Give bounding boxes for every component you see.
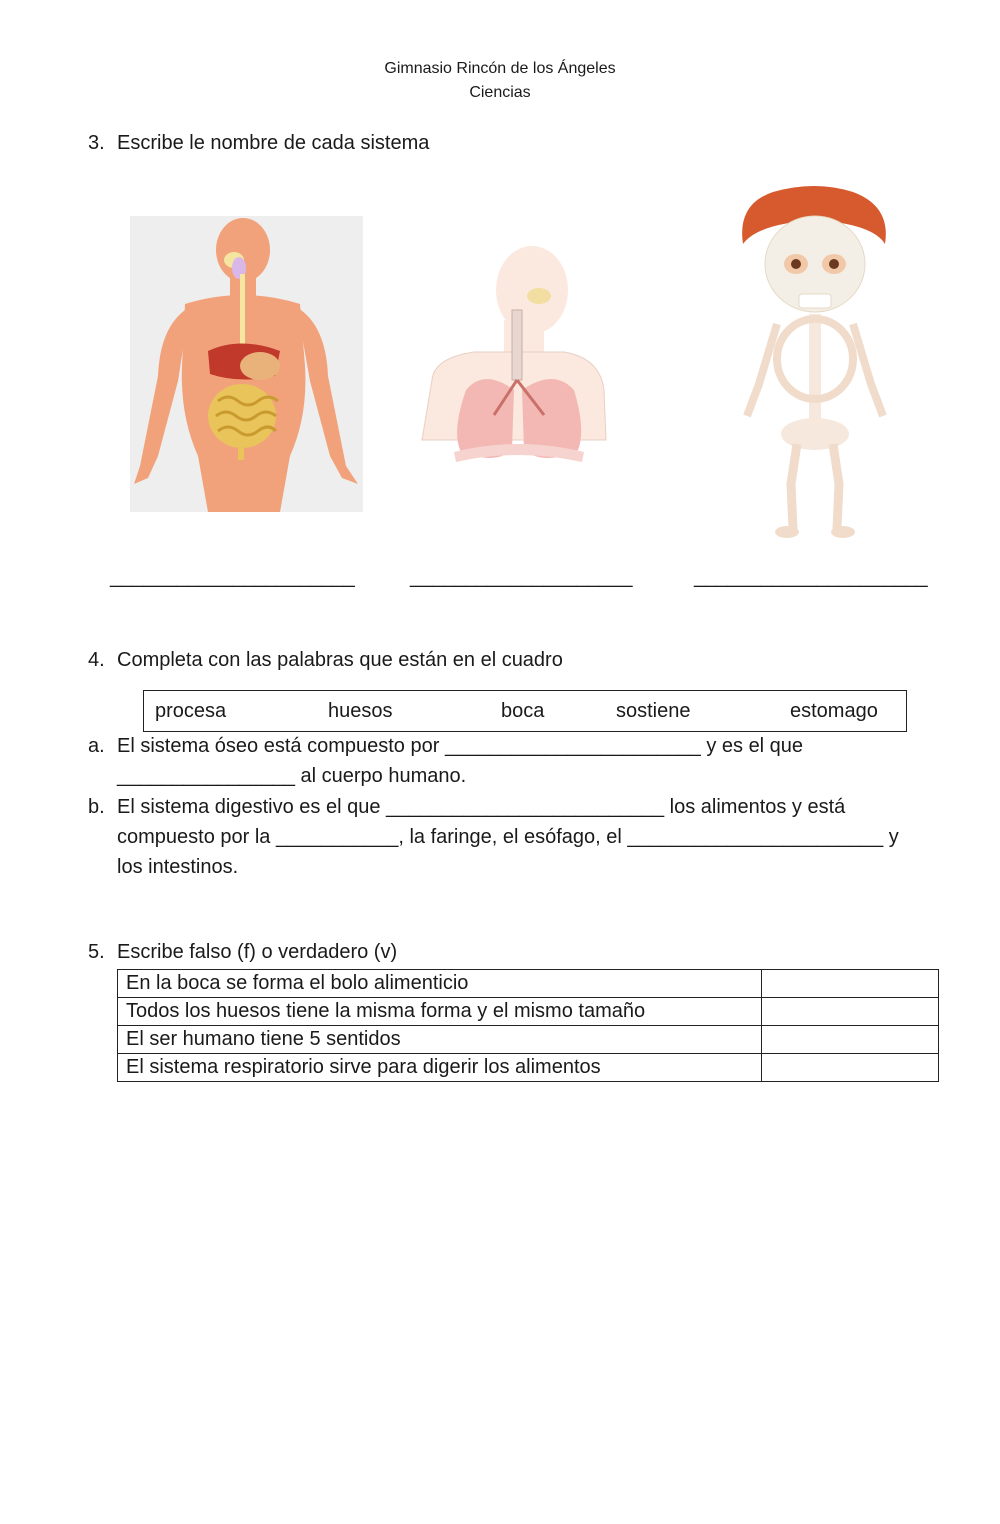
statement-cell: En la boca se forma el bolo alimenticio (118, 970, 762, 998)
answer-blank-3[interactable]: _____________________ (694, 566, 928, 588)
question-4-number: 4. (88, 649, 105, 671)
respiratory-system-icon (414, 240, 610, 498)
word-bank-item: estomago (790, 700, 878, 722)
table-row (118, 970, 939, 998)
question-5-number: 5. (88, 941, 105, 963)
question-4-title (88, 649, 563, 672)
respiratory-system-image (414, 240, 610, 498)
word-bank (143, 690, 907, 732)
word-bank-item: procesa (155, 700, 227, 722)
answer-cell[interactable] (762, 1054, 939, 1082)
digestive-system-image (130, 216, 363, 512)
item-a-marker: a. (88, 735, 105, 757)
school-name: Gimnasio Rincón de los Ángeles (384, 60, 616, 77)
question-4-text: Completa con las palabras que están en el cuadro (117, 649, 563, 671)
question-5-title (88, 941, 397, 964)
skeleton-image (733, 184, 898, 540)
table-row (118, 998, 939, 1026)
answer-cell[interactable] (762, 970, 939, 998)
statement-cell: El ser humano tiene 5 sentidos (118, 1026, 762, 1054)
statement-cell: Todos los huesos tiene la misma forma y el mismo tamaño (118, 998, 762, 1026)
word-bank-item: boca (501, 700, 545, 722)
subject-name: Ciencias (469, 84, 531, 101)
answer-cell[interactable] (762, 998, 939, 1026)
statement-cell: El sistema respiratorio sirve para digerir los alimentos (118, 1054, 762, 1082)
word-bank-item: huesos (328, 700, 393, 722)
word-bank-item: sostiene (616, 700, 691, 722)
item-a-line-1: El sistema óseo está compuesto por _______________________ y es el que (117, 735, 804, 757)
answer-blank-1[interactable]: ______________________ (110, 566, 355, 588)
question-3-number: 3. (88, 132, 105, 154)
digestive-system-icon (130, 216, 363, 512)
question-3-title (88, 132, 429, 155)
question-5-text: Escribe falso (f) o verdadero (v) (117, 941, 398, 963)
answer-cell[interactable] (762, 1026, 939, 1054)
item-b-marker: b. (88, 796, 105, 818)
item-b-line-3: los intestinos. (117, 856, 239, 878)
item-b-line-2: compuesto por la ___________, la faringe, el esófago, el _______________________ y (117, 826, 899, 848)
skeleton-icon (733, 184, 898, 540)
question-3-text: Escribe le nombre de cada sistema (117, 132, 430, 154)
true-false-table (117, 969, 939, 1082)
answer-blank-2[interactable]: ____________________ (410, 566, 633, 588)
item-a-line-2: ________________ al cuerpo humano. (117, 765, 467, 787)
item-b-line-1: El sistema digestivo es el que _________________________ los alimentos y está (117, 796, 846, 818)
table-row (118, 1026, 939, 1054)
table-row (118, 1054, 939, 1082)
